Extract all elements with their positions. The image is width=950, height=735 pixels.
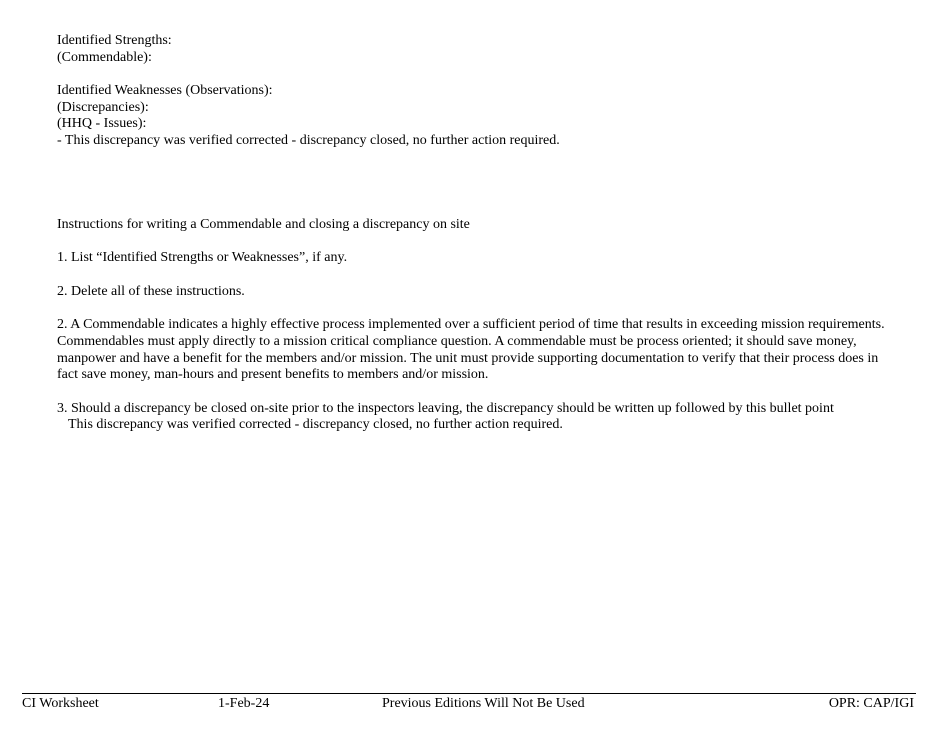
instructions-title: Instructions for writing a Commendable and closing a discrepancy on site [57, 216, 470, 232]
commendable-label: (Commendable): [57, 49, 152, 65]
discrepancies-label: (Discrepancies): [57, 99, 149, 115]
instruction-item-2: 2. Delete all of these instructions. [57, 283, 245, 299]
weaknesses-heading: Identified Weaknesses (Observations): [57, 83, 273, 99]
footer-notice: Previous Editions Will Not Be Used [382, 696, 585, 711]
footer-opr: OPR: CAP/IGI [828, 696, 914, 711]
closed-discrepancy-bullet: - This discrepancy was verified corrected - discrepancy closed, no further action required. [57, 132, 560, 148]
instruction-item-1: 1. List “Identified Strengths or Weaknesses”, if any. [57, 250, 348, 266]
footer-date: 1-Feb-24 [218, 696, 270, 711]
instruction-item-3: 2. A Commendable indicates a highly effective process implemented over a sufficient period of time that results in exceeding mission requirements. Commendables must apply directly to a mission critical compliance question. A commendable must be process oriented; it should save money, manpower and have a benefit for the members and/or mission. The unit must provide supporting documentation to verify that their process does in fact save money, man-hours and present benefits to members and/or mission. [57, 317, 885, 383]
instruction-item-4: 3. Should a discrepancy be closed on-site prior to the inspectors leaving, the discrepancy should be written up followed by this bullet point [57, 400, 834, 416]
hhq-issues-label: (HHQ - Issues): [57, 116, 147, 132]
footer-divider [22, 693, 916, 694]
instruction-item-4-sub: This discrepancy was verified corrected - discrepancy closed, no further action required. [68, 417, 563, 433]
footer-form-name: CI Worksheet [22, 696, 99, 711]
document-body [57, 33, 887, 434]
strengths-heading: Identified Strengths: [57, 33, 172, 48]
